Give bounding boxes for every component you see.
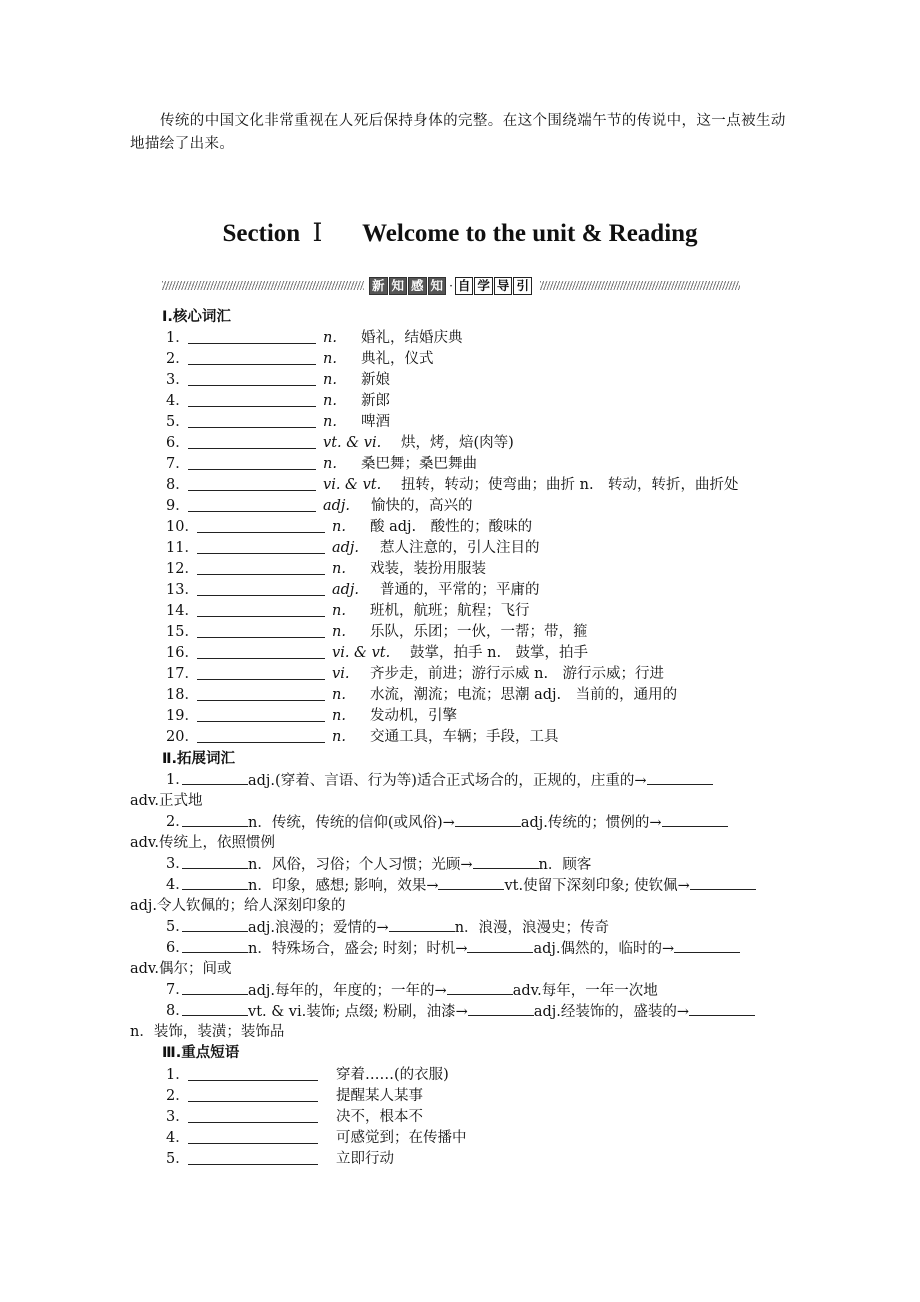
answer-blank[interactable] bbox=[182, 854, 248, 869]
ext-line bbox=[182, 980, 658, 1002]
answer-blank[interactable] bbox=[197, 532, 325, 533]
banner-badge: 知 bbox=[389, 277, 408, 295]
part-of-speech: vt. & vi. bbox=[323, 435, 382, 451]
meaning: 啤酒 bbox=[361, 414, 390, 430]
part-of-speech: n. bbox=[332, 519, 346, 535]
meaning: 穿着……(的衣服) bbox=[336, 1067, 449, 1083]
meaning: 酸 adj. 酸性的；酸味的 bbox=[370, 519, 533, 535]
answer-blank[interactable] bbox=[182, 1001, 248, 1016]
item-number: 3． bbox=[166, 856, 190, 872]
part-of-speech: n. bbox=[323, 330, 337, 346]
meaning: 新郎 bbox=[361, 393, 390, 409]
ext-text: adj.传统的；惯例的→ bbox=[520, 815, 662, 831]
meaning: 水流，潮流；电流；思潮 adj. 当前的，通用的 bbox=[370, 687, 678, 703]
banner-badge: 引 bbox=[513, 277, 532, 295]
answer-blank[interactable] bbox=[188, 364, 316, 365]
answer-blank[interactable] bbox=[182, 770, 248, 785]
meaning: 立即行动 bbox=[336, 1151, 394, 1167]
meaning: 戏装，装扮用服装 bbox=[370, 561, 486, 577]
item-number: 10． bbox=[166, 519, 199, 535]
section-label: Section bbox=[222, 220, 301, 247]
ext-text: n．风俗，习俗；个人习惯；光顾→ bbox=[248, 857, 473, 873]
part-of-speech: n. bbox=[332, 708, 346, 724]
ext-text: vt. & vi.装饰; 点缀; 粉刷，油漆→ bbox=[248, 1004, 468, 1020]
ext-text: adv.每年，一年一次地 bbox=[512, 983, 658, 999]
answer-blank[interactable] bbox=[188, 343, 316, 344]
answer-blank[interactable] bbox=[197, 742, 325, 743]
item-number: 6． bbox=[166, 940, 190, 956]
item-number: 1． bbox=[166, 330, 190, 346]
answer-blank[interactable] bbox=[188, 385, 316, 386]
item-number: 13． bbox=[166, 582, 199, 598]
meaning: 桑巴舞；桑巴舞曲 bbox=[361, 456, 477, 472]
meaning: 扭转，转动；使弯曲；曲折 n. 转动，转折，曲折处 bbox=[401, 477, 739, 493]
item-number: 3． bbox=[166, 372, 190, 388]
ext-text: adj.浪漫的；爱情的→ bbox=[248, 920, 389, 936]
meaning: 提醒某人某事 bbox=[336, 1088, 423, 1104]
meaning: 鼓掌，拍手 n. 鼓掌，拍手 bbox=[410, 645, 589, 661]
meaning: 可感觉到；在传播中 bbox=[336, 1130, 467, 1146]
answer-blank[interactable] bbox=[674, 938, 740, 953]
meaning: 普通的，平常的；平庸的 bbox=[380, 582, 540, 598]
item-number: 5． bbox=[166, 919, 190, 935]
item-number: 2． bbox=[166, 351, 190, 367]
item-number: 7． bbox=[166, 456, 190, 472]
ext-line bbox=[182, 1001, 755, 1023]
ext-text: n．印象，感想; 影响，效果→ bbox=[248, 878, 439, 894]
answer-blank[interactable] bbox=[389, 917, 455, 932]
section-banner bbox=[162, 276, 740, 296]
section-title bbox=[0, 218, 920, 248]
meaning: 交通工具，车辆；手段，工具 bbox=[370, 729, 559, 745]
part-of-speech: vi. & vt. bbox=[332, 645, 391, 661]
answer-blank[interactable] bbox=[468, 1001, 534, 1016]
banner-badge: 感 bbox=[408, 277, 427, 295]
answer-blank[interactable] bbox=[197, 637, 325, 638]
answer-blank[interactable] bbox=[188, 1101, 318, 1102]
section-heading-text: Welcome to the unit & Reading bbox=[362, 220, 698, 247]
answer-blank[interactable] bbox=[188, 469, 316, 470]
part-of-speech: n. bbox=[332, 624, 346, 640]
part-of-speech: vi. & vt. bbox=[323, 477, 382, 493]
part-of-speech: adj. bbox=[323, 498, 351, 514]
answer-blank[interactable] bbox=[473, 854, 539, 869]
item-number: 18． bbox=[166, 687, 199, 703]
answer-blank[interactable] bbox=[188, 1080, 318, 1081]
part-of-speech: n. bbox=[323, 372, 337, 388]
item-number: 12． bbox=[166, 561, 199, 577]
meaning: 发动机，引擎 bbox=[370, 708, 457, 724]
meaning: 烘，烤，焙(肉等) bbox=[401, 435, 514, 451]
banner-dot: · bbox=[449, 279, 453, 293]
item-number: 3． bbox=[166, 1109, 190, 1125]
ext-line bbox=[182, 938, 740, 960]
answer-blank[interactable] bbox=[197, 679, 325, 680]
item-number: 2． bbox=[166, 1088, 190, 1104]
answer-blank[interactable] bbox=[197, 721, 325, 722]
phrases-heading: Ⅲ.重点短语 bbox=[162, 1045, 240, 1061]
ext-text: adj.偶然的，临时的→ bbox=[533, 941, 675, 957]
ext-text: vt.使留下深刻印象; 使钦佩→ bbox=[504, 878, 690, 894]
ext-line bbox=[182, 854, 591, 876]
item-number: 15． bbox=[166, 624, 199, 640]
item-number: 5． bbox=[166, 1151, 190, 1167]
ext-text: n．特殊场合，盛会; 时刻；时机→ bbox=[248, 941, 468, 957]
item-number: 4． bbox=[166, 877, 190, 893]
answer-blank[interactable] bbox=[197, 574, 325, 575]
banner-hatch-left bbox=[162, 281, 364, 290]
answer-blank[interactable] bbox=[662, 812, 728, 827]
intro-paragraph: 传统的中国文化非常重视在人死后保持身体的完整。在这个围绕端午节的传说中，这一点被生动地描绘了出来。 bbox=[130, 113, 786, 152]
item-number: 7． bbox=[166, 982, 190, 998]
item-number: 2． bbox=[166, 814, 190, 830]
answer-blank[interactable] bbox=[182, 875, 248, 890]
answer-blank[interactable] bbox=[188, 511, 316, 512]
ext-line bbox=[182, 770, 713, 792]
answer-blank[interactable] bbox=[182, 938, 248, 953]
meaning: 决不，根本不 bbox=[336, 1109, 423, 1125]
part-of-speech: n. bbox=[323, 456, 337, 472]
answer-blank[interactable] bbox=[182, 917, 248, 932]
ext-vocab-continuation: adv.正式地 bbox=[130, 793, 203, 809]
answer-blank[interactable] bbox=[455, 812, 521, 827]
answer-blank[interactable] bbox=[188, 1122, 318, 1123]
ext-vocab-heading: Ⅱ.拓展词汇 bbox=[162, 751, 236, 767]
ext-text: adj.(穿着、言语、行为等)适合正式场合的，正规的，庄重的→ bbox=[248, 773, 647, 789]
answer-blank[interactable] bbox=[188, 1164, 318, 1165]
answer-blank[interactable] bbox=[447, 980, 513, 995]
banner-badge: 导 bbox=[494, 277, 513, 295]
part-of-speech: n. bbox=[332, 603, 346, 619]
answer-blank[interactable] bbox=[197, 595, 325, 596]
meaning: 惹人注意的，引人注目的 bbox=[380, 540, 540, 556]
item-number: 8． bbox=[166, 477, 190, 493]
answer-blank[interactable] bbox=[689, 1001, 755, 1016]
part-of-speech: n. bbox=[332, 687, 346, 703]
answer-blank[interactable] bbox=[197, 553, 325, 554]
part-of-speech: n. bbox=[323, 393, 337, 409]
item-number: 4． bbox=[166, 1130, 190, 1146]
part-of-speech: adj. bbox=[332, 540, 360, 556]
item-number: 14． bbox=[166, 603, 199, 619]
core-vocab-heading: Ⅰ.核心词汇 bbox=[162, 309, 231, 325]
answer-blank[interactable] bbox=[197, 616, 325, 617]
item-number: 6． bbox=[166, 435, 190, 451]
part-of-speech: adj. bbox=[332, 582, 360, 598]
ext-text: adj.经装饰的，盛装的→ bbox=[533, 1004, 690, 1020]
ext-text: n．浪漫，浪漫史；传奇 bbox=[454, 920, 610, 936]
answer-blank[interactable] bbox=[438, 875, 504, 890]
ext-text: adj.每年的，年度的；一年的→ bbox=[248, 983, 447, 999]
item-number: 1． bbox=[166, 1067, 190, 1083]
banner-badge: 知 bbox=[428, 277, 447, 295]
item-number: 9． bbox=[166, 498, 190, 514]
answer-blank[interactable] bbox=[197, 700, 325, 701]
part-of-speech: vi. bbox=[332, 666, 350, 682]
ext-text: n．顾客 bbox=[538, 857, 592, 873]
banner-badge: 学 bbox=[474, 277, 493, 295]
answer-blank[interactable] bbox=[690, 875, 756, 890]
meaning: 婚礼，结婚庆典 bbox=[361, 330, 463, 346]
banner-badge: 自 bbox=[455, 277, 474, 295]
part-of-speech: n. bbox=[323, 351, 337, 367]
item-number: 16． bbox=[166, 645, 199, 661]
answer-blank[interactable] bbox=[188, 490, 316, 491]
answer-blank[interactable] bbox=[188, 406, 316, 407]
meaning: 新娘 bbox=[361, 372, 390, 388]
ext-line bbox=[182, 875, 756, 897]
item-number: 11． bbox=[166, 540, 199, 556]
answer-blank[interactable] bbox=[467, 938, 533, 953]
ext-vocab-continuation: n．装饰，装潢；装饰品 bbox=[130, 1024, 285, 1040]
item-number: 20． bbox=[166, 729, 199, 745]
meaning: 班机，航班；航程；飞行 bbox=[370, 603, 530, 619]
ext-text: n．传统，传统的信仰(或风俗)→ bbox=[248, 815, 455, 831]
answer-blank[interactable] bbox=[182, 812, 248, 827]
section-numeral: Ⅰ bbox=[312, 220, 323, 247]
part-of-speech: n. bbox=[332, 729, 346, 745]
ext-vocab-continuation: adv.偶尔；间或 bbox=[130, 961, 232, 977]
item-number: 8． bbox=[166, 1003, 190, 1019]
answer-blank[interactable] bbox=[647, 770, 713, 785]
ext-vocab-continuation: adj.令人钦佩的；给人深刻印象的 bbox=[130, 898, 346, 914]
item-number: 5． bbox=[166, 414, 190, 430]
answer-blank[interactable] bbox=[182, 980, 248, 995]
banner-hatch-right bbox=[540, 281, 740, 290]
item-number: 4． bbox=[166, 393, 190, 409]
ext-line bbox=[182, 917, 609, 939]
meaning: 愉快的，高兴的 bbox=[371, 498, 473, 514]
part-of-speech: n. bbox=[323, 414, 337, 430]
meaning: 乐队，乐团；一伙，一帮；带，箍 bbox=[370, 624, 588, 640]
ext-line bbox=[182, 812, 728, 834]
answer-blank[interactable] bbox=[188, 1143, 318, 1144]
meaning: 齐步走，前进；游行示威 n. 游行示威；行进 bbox=[370, 666, 665, 682]
answer-blank[interactable] bbox=[188, 427, 316, 428]
item-number: 17． bbox=[166, 666, 199, 682]
part-of-speech: n. bbox=[332, 561, 346, 577]
item-number: 19． bbox=[166, 708, 199, 724]
banner-badge: 新 bbox=[369, 277, 388, 295]
answer-blank[interactable] bbox=[197, 658, 325, 659]
answer-blank[interactable] bbox=[188, 448, 316, 449]
ext-vocab-continuation: adv.传统上，依照惯例 bbox=[130, 835, 276, 851]
banner-badges bbox=[369, 276, 533, 296]
meaning: 典礼，仪式 bbox=[361, 351, 434, 367]
item-number: 1． bbox=[166, 772, 190, 788]
